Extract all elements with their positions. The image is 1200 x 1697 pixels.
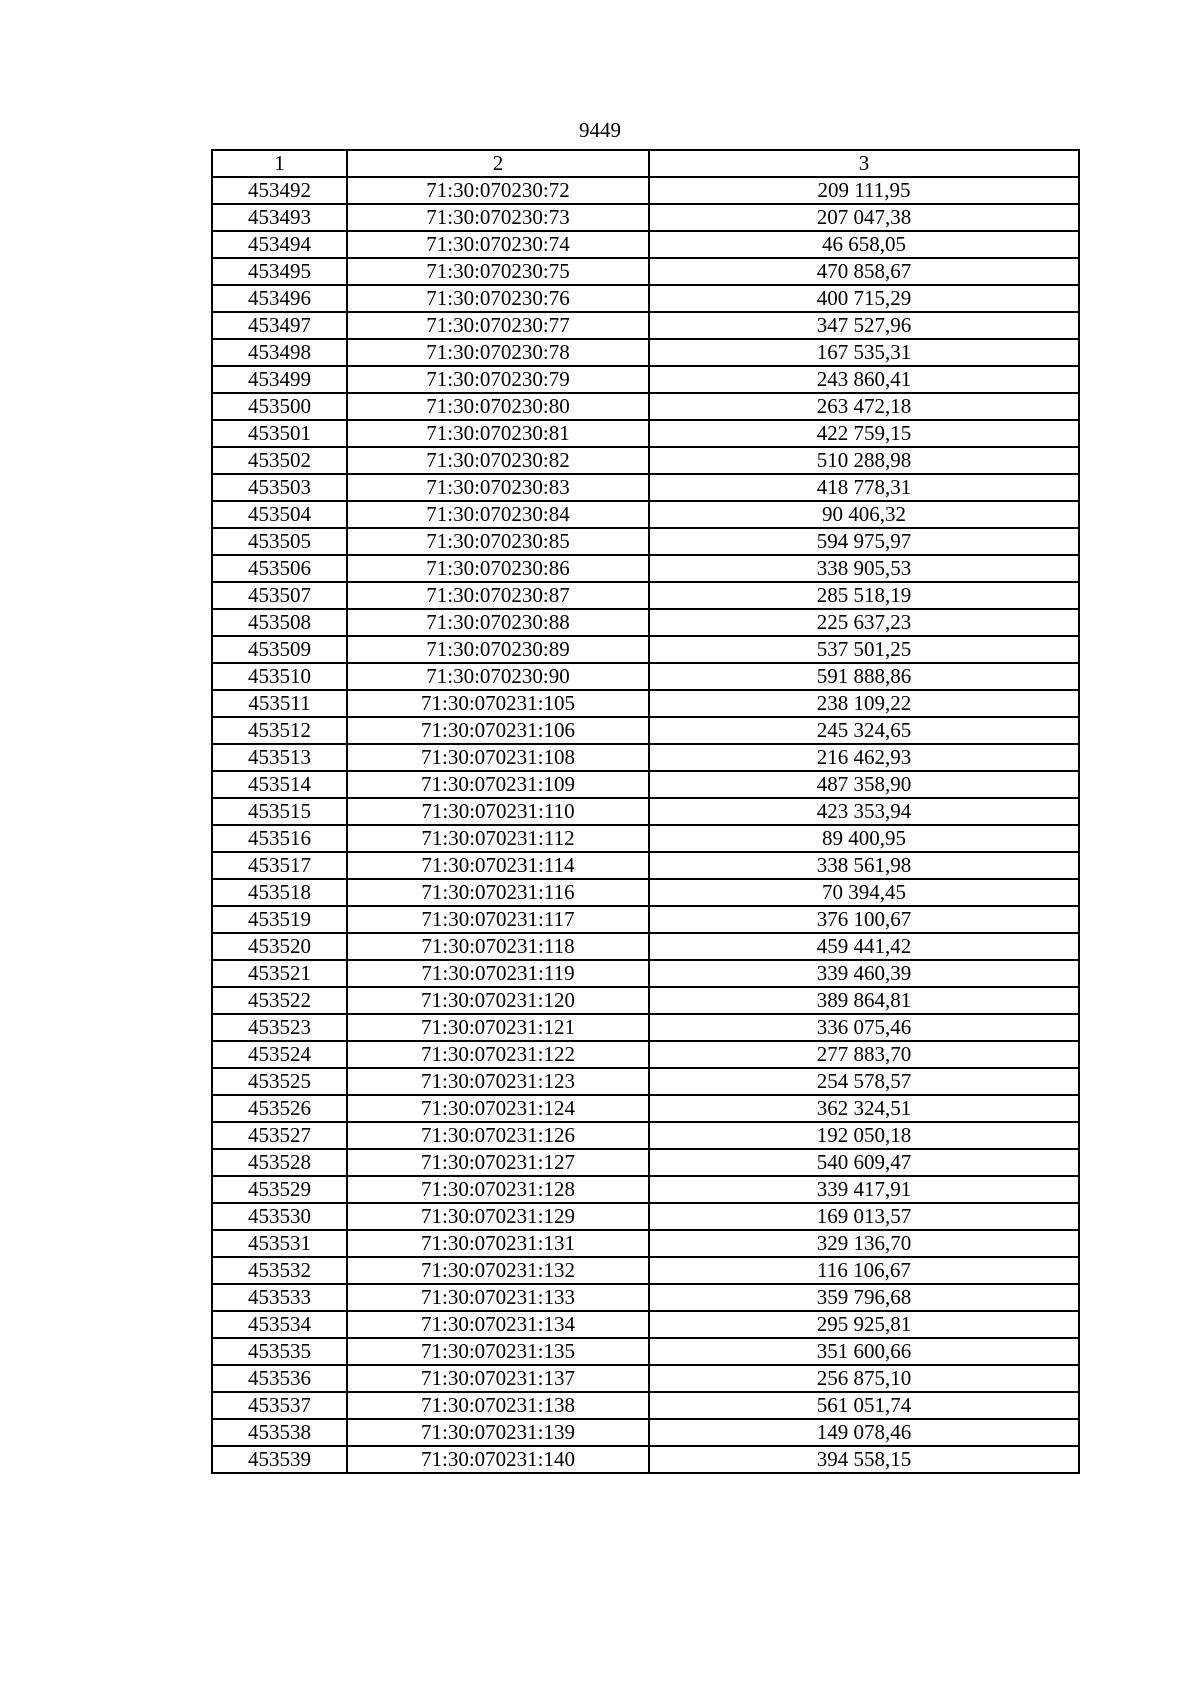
table-row: [212, 447, 1079, 474]
table-row: [212, 555, 1079, 582]
cadastral-number-cell: 71:30:070231:132: [347, 1257, 649, 1284]
row-number-cell: 453512: [212, 717, 347, 744]
cadastral-number-cell: 71:30:070230:89: [347, 636, 649, 663]
row-number-cell: 453497: [212, 312, 347, 339]
cadastral-number-cell: 71:30:070231:108: [347, 744, 649, 771]
value-cell: 243 860,41: [649, 366, 1079, 393]
table-row: [212, 258, 1079, 285]
table-row: [212, 1230, 1079, 1257]
table-row: [212, 933, 1079, 960]
cadastral-number-cell: 71:30:070231:126: [347, 1122, 649, 1149]
cadastral-number-cell: 71:30:070230:87: [347, 582, 649, 609]
cadastral-number-cell: 71:30:070231:112: [347, 825, 649, 852]
value-cell: 90 406,32: [649, 501, 1079, 528]
table-row: [212, 879, 1079, 906]
value-cell: 540 609,47: [649, 1149, 1079, 1176]
row-number-cell: 453513: [212, 744, 347, 771]
row-number-cell: 453538: [212, 1419, 347, 1446]
table-row: [212, 393, 1079, 420]
value-cell: 285 518,19: [649, 582, 1079, 609]
row-number-cell: 453532: [212, 1257, 347, 1284]
cadastral-number-cell: 71:30:070231:139: [347, 1419, 649, 1446]
value-cell: 389 864,81: [649, 987, 1079, 1014]
table-row: [212, 1392, 1079, 1419]
value-cell: 510 288,98: [649, 447, 1079, 474]
row-number-cell: 453531: [212, 1230, 347, 1257]
cadastral-number-cell: 71:30:070231:105: [347, 690, 649, 717]
table-row: [212, 663, 1079, 690]
cadastral-number-cell: 71:30:070230:88: [347, 609, 649, 636]
table-row: [212, 231, 1079, 258]
table-row: [212, 1014, 1079, 1041]
row-number-cell: 453492: [212, 177, 347, 204]
table-body: [212, 177, 1079, 1473]
cadastral-number-cell: 71:30:070231:124: [347, 1095, 649, 1122]
value-cell: 295 925,81: [649, 1311, 1079, 1338]
row-number-cell: 453539: [212, 1446, 347, 1473]
cadastral-number-cell: 71:30:070231:117: [347, 906, 649, 933]
table-row: [212, 366, 1079, 393]
cadastral-number-cell: 71:30:070231:133: [347, 1284, 649, 1311]
cadastral-number-cell: 71:30:070231:110: [347, 798, 649, 825]
value-cell: 394 558,15: [649, 1446, 1079, 1473]
row-number-cell: 453495: [212, 258, 347, 285]
cadastral-number-cell: 71:30:070231:131: [347, 1230, 649, 1257]
value-cell: 329 136,70: [649, 1230, 1079, 1257]
value-cell: 347 527,96: [649, 312, 1079, 339]
table-row: [212, 636, 1079, 663]
column-header-3: 3: [649, 150, 1079, 177]
row-number-cell: 453518: [212, 879, 347, 906]
table-row: [212, 1419, 1079, 1446]
cadastral-number-cell: 71:30:070230:80: [347, 393, 649, 420]
cadastral-number-cell: 71:30:070230:72: [347, 177, 649, 204]
cadastral-number-cell: 71:30:070231:138: [347, 1392, 649, 1419]
table-row: [212, 312, 1079, 339]
value-cell: 561 051,74: [649, 1392, 1079, 1419]
table-row: [212, 1446, 1079, 1473]
value-cell: 339 460,39: [649, 960, 1079, 987]
cadastral-number-cell: 71:30:070230:76: [347, 285, 649, 312]
row-number-cell: 453511: [212, 690, 347, 717]
table-row: [212, 1095, 1079, 1122]
value-cell: 423 353,94: [649, 798, 1079, 825]
table-row: [212, 1176, 1079, 1203]
table-row: [212, 1149, 1079, 1176]
cadastral-number-cell: 71:30:070230:73: [347, 204, 649, 231]
cadastral-number-cell: 71:30:070230:84: [347, 501, 649, 528]
cadastral-number-cell: 71:30:070231:109: [347, 771, 649, 798]
cadastral-number-cell: 71:30:070231:137: [347, 1365, 649, 1392]
header-row: [212, 150, 1079, 177]
value-cell: 594 975,97: [649, 528, 1079, 555]
value-cell: 351 600,66: [649, 1338, 1079, 1365]
row-number-cell: 453517: [212, 852, 347, 879]
row-number-cell: 453528: [212, 1149, 347, 1176]
cadastral-number-cell: 71:30:070231:129: [347, 1203, 649, 1230]
value-cell: 338 905,53: [649, 555, 1079, 582]
value-cell: 336 075,46: [649, 1014, 1079, 1041]
row-number-cell: 453506: [212, 555, 347, 582]
table-header: [212, 150, 1079, 177]
row-number-cell: 453525: [212, 1068, 347, 1095]
cadastral-number-cell: 71:30:070231:123: [347, 1068, 649, 1095]
value-cell: 422 759,15: [649, 420, 1079, 447]
value-cell: 89 400,95: [649, 825, 1079, 852]
value-cell: 470 858,67: [649, 258, 1079, 285]
value-cell: 149 078,46: [649, 1419, 1079, 1446]
table-row: [212, 528, 1079, 555]
cadastral-number-cell: 71:30:070231:127: [347, 1149, 649, 1176]
value-cell: 591 888,86: [649, 663, 1079, 690]
cadastral-number-cell: 71:30:070231:128: [347, 1176, 649, 1203]
cadastral-number-cell: 71:30:070230:81: [347, 420, 649, 447]
row-number-cell: 453536: [212, 1365, 347, 1392]
cadastral-number-cell: 71:30:070230:77: [347, 312, 649, 339]
value-cell: 169 013,57: [649, 1203, 1079, 1230]
column-header-2: 2: [347, 150, 649, 177]
row-number-cell: 453505: [212, 528, 347, 555]
table-row: [212, 960, 1079, 987]
row-number-cell: 453500: [212, 393, 347, 420]
row-number-cell: 453509: [212, 636, 347, 663]
table-row: [212, 852, 1079, 879]
value-cell: 537 501,25: [649, 636, 1079, 663]
value-cell: 487 358,90: [649, 771, 1079, 798]
row-number-cell: 453514: [212, 771, 347, 798]
value-cell: 362 324,51: [649, 1095, 1079, 1122]
value-cell: 459 441,42: [649, 933, 1079, 960]
table-row: [212, 609, 1079, 636]
cadastral-number-cell: 71:30:070231:119: [347, 960, 649, 987]
row-number-cell: 453524: [212, 1041, 347, 1068]
row-number-cell: 453496: [212, 285, 347, 312]
row-number-cell: 453521: [212, 960, 347, 987]
table-row: [212, 1338, 1079, 1365]
cadastral-number-cell: 71:30:070230:79: [347, 366, 649, 393]
value-cell: 167 535,31: [649, 339, 1079, 366]
table-row: [212, 420, 1079, 447]
row-number-cell: 453508: [212, 609, 347, 636]
cadastral-number-cell: 71:30:070231:116: [347, 879, 649, 906]
row-number-cell: 453499: [212, 366, 347, 393]
table-row: [212, 339, 1079, 366]
table-row: [212, 744, 1079, 771]
table-row: [212, 771, 1079, 798]
cadastral-number-cell: 71:30:070231:120: [347, 987, 649, 1014]
value-cell: 116 106,67: [649, 1257, 1079, 1284]
row-number-cell: 453498: [212, 339, 347, 366]
table-row: [212, 798, 1079, 825]
value-cell: 216 462,93: [649, 744, 1079, 771]
row-number-cell: 453533: [212, 1284, 347, 1311]
row-number-cell: 453530: [212, 1203, 347, 1230]
row-number-cell: 453527: [212, 1122, 347, 1149]
row-number-cell: 453510: [212, 663, 347, 690]
cadastral-number-cell: 71:30:070230:78: [347, 339, 649, 366]
row-number-cell: 453516: [212, 825, 347, 852]
cadastral-number-cell: 71:30:070230:83: [347, 474, 649, 501]
row-number-cell: 453494: [212, 231, 347, 258]
cadastral-number-cell: 71:30:070231:106: [347, 717, 649, 744]
table-row: [212, 1365, 1079, 1392]
value-cell: 256 875,10: [649, 1365, 1079, 1392]
value-cell: 339 417,91: [649, 1176, 1079, 1203]
table-row: [212, 1257, 1079, 1284]
row-number-cell: 453534: [212, 1311, 347, 1338]
cadastral-number-cell: 71:30:070231:140: [347, 1446, 649, 1473]
cadastral-number-cell: 71:30:070230:82: [347, 447, 649, 474]
cadastral-number-cell: 71:30:070231:135: [347, 1338, 649, 1365]
table-row: [212, 582, 1079, 609]
row-number-cell: 453507: [212, 582, 347, 609]
row-number-cell: 453529: [212, 1176, 347, 1203]
cadastral-number-cell: 71:30:070230:90: [347, 663, 649, 690]
value-cell: 245 324,65: [649, 717, 1079, 744]
value-cell: 359 796,68: [649, 1284, 1079, 1311]
value-cell: 400 715,29: [649, 285, 1079, 312]
table-row: [212, 987, 1079, 1014]
value-cell: 209 111,95: [649, 177, 1079, 204]
value-cell: 418 778,31: [649, 474, 1079, 501]
data-table: [211, 149, 1080, 1474]
row-number-cell: 453504: [212, 501, 347, 528]
row-number-cell: 453503: [212, 474, 347, 501]
cadastral-number-cell: 71:30:070231:118: [347, 933, 649, 960]
cadastral-number-cell: 71:30:070230:75: [347, 258, 649, 285]
cadastral-number-cell: 71:30:070231:122: [347, 1041, 649, 1068]
table-row: [212, 1203, 1079, 1230]
value-cell: 254 578,57: [649, 1068, 1079, 1095]
value-cell: 263 472,18: [649, 393, 1079, 420]
value-cell: 238 109,22: [649, 690, 1079, 717]
table-row: [212, 204, 1079, 231]
row-number-cell: 453537: [212, 1392, 347, 1419]
row-number-cell: 453526: [212, 1095, 347, 1122]
value-cell: 225 637,23: [649, 609, 1079, 636]
table-row: [212, 825, 1079, 852]
page-number: 9449: [579, 118, 621, 142]
row-number-cell: 453519: [212, 906, 347, 933]
table-row: [212, 1122, 1079, 1149]
value-cell: 376 100,67: [649, 906, 1079, 933]
table-row: [212, 717, 1079, 744]
cadastral-number-cell: 71:30:070230:86: [347, 555, 649, 582]
value-cell: 46 658,05: [649, 231, 1079, 258]
table-row: [212, 1068, 1079, 1095]
value-cell: 277 883,70: [649, 1041, 1079, 1068]
row-number-cell: 453515: [212, 798, 347, 825]
cadastral-number-cell: 71:30:070231:134: [347, 1311, 649, 1338]
row-number-cell: 453493: [212, 204, 347, 231]
row-number-cell: 453502: [212, 447, 347, 474]
table-row: [212, 501, 1079, 528]
row-number-cell: 453535: [212, 1338, 347, 1365]
row-number-cell: 453522: [212, 987, 347, 1014]
table-row: [212, 1311, 1079, 1338]
table-row: [212, 1041, 1079, 1068]
table-row: [212, 285, 1079, 312]
value-cell: 338 561,98: [649, 852, 1079, 879]
value-cell: 192 050,18: [649, 1122, 1079, 1149]
table-row: [212, 1284, 1079, 1311]
table-row: [212, 690, 1079, 717]
value-cell: 70 394,45: [649, 879, 1079, 906]
cadastral-number-cell: 71:30:070231:114: [347, 852, 649, 879]
value-cell: 207 047,38: [649, 204, 1079, 231]
row-number-cell: 453523: [212, 1014, 347, 1041]
cadastral-number-cell: 71:30:070231:121: [347, 1014, 649, 1041]
row-number-cell: 453501: [212, 420, 347, 447]
cadastral-number-cell: 71:30:070230:85: [347, 528, 649, 555]
cadastral-number-cell: 71:30:070230:74: [347, 231, 649, 258]
row-number-cell: 453520: [212, 933, 347, 960]
table-row: [212, 906, 1079, 933]
table-row: [212, 177, 1079, 204]
table-row: [212, 474, 1079, 501]
column-header-1: 1: [212, 150, 347, 177]
